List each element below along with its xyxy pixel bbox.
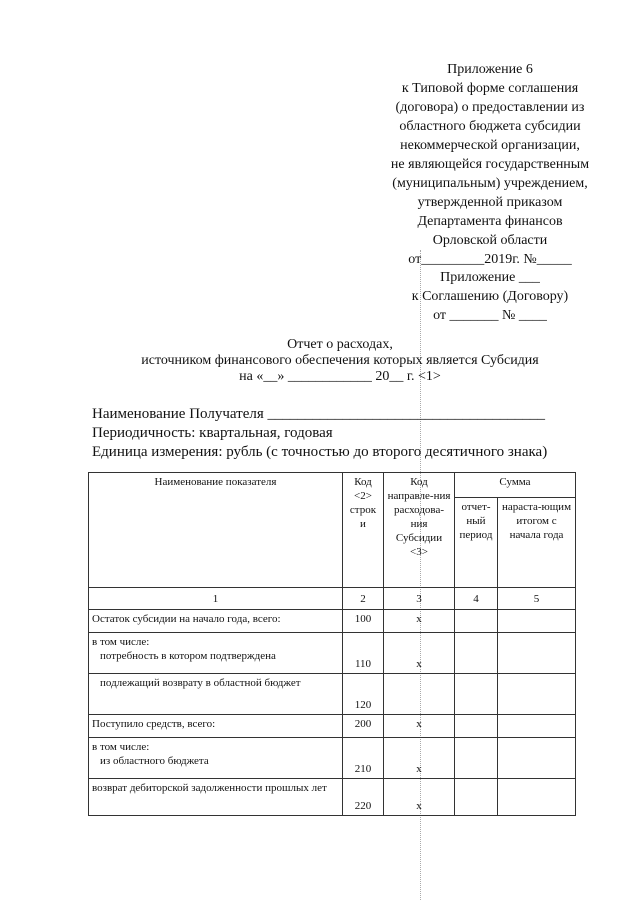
row-reporting-value[interactable] [455, 738, 498, 779]
row-cumulative-value[interactable] [498, 715, 576, 738]
column-numbers-row [89, 588, 576, 610]
report-title-line3: на «__» ____________ 20__ г. <1> [239, 369, 441, 384]
report-title-line1: Отчет о расходах, [287, 337, 393, 352]
appendix-line: Департамента финансов [417, 214, 563, 229]
row-code: 200 [343, 715, 384, 738]
appendix-line: областного бюджета субсидии [399, 119, 581, 134]
row-code: 220 [343, 779, 384, 816]
column-number: 3 [384, 588, 455, 610]
row-direction: x [384, 633, 455, 674]
row-cumulative-value[interactable] [498, 674, 576, 715]
periodicity-line: Периодичность: квартальная, годовая [92, 425, 333, 441]
expense-report-table [88, 472, 576, 816]
header-code: Код <2> строк и [343, 473, 384, 588]
row-cumulative-value[interactable] [498, 610, 576, 633]
row-name: Остаток субсидии на начало года, всего: [89, 610, 343, 633]
row-code: 210 [343, 738, 384, 779]
row-reporting-value[interactable] [455, 715, 498, 738]
appendix2-line: от _______ № ____ [433, 308, 547, 323]
table-row [89, 633, 576, 674]
row-name: Поступило средств, всего: [89, 715, 343, 738]
header-sum: Сумма [455, 473, 576, 498]
row-direction: x [384, 779, 455, 816]
appendix-line: от_________2019г. №_____ [408, 252, 572, 267]
row-code: 100 [343, 610, 384, 633]
appendix-line: (договора) о предоставлении из [395, 100, 585, 115]
appendix2-line: к Соглашению (Договору) [411, 289, 569, 304]
row-name: подлежащий возврату в областной бюджет [89, 674, 343, 715]
appendix-line: утвержденной приказом [417, 195, 563, 210]
row-name: возврат дебиторской задолженности прошлых лет [89, 779, 343, 816]
appendix-line: не являющейся государственным [390, 157, 590, 172]
column-number: 1 [89, 588, 343, 610]
table-row [89, 779, 576, 816]
row-direction: x [384, 715, 455, 738]
table-row [89, 610, 576, 633]
appendix-line: некоммерческой организации, [400, 138, 580, 153]
row-name: в том числе: из областного бюджета [89, 738, 343, 779]
row-name: в том числе: потребность в котором подтверждена [89, 633, 343, 674]
report-title-line2: источником финансового обеспечения которых является Субсидия [141, 353, 539, 368]
row-reporting-value[interactable] [455, 779, 498, 816]
row-cumulative-value[interactable] [498, 738, 576, 779]
row-cumulative-value[interactable] [498, 633, 576, 674]
appendix2-line: Приложение ___ [440, 270, 540, 285]
table-row [89, 738, 576, 779]
row-reporting-value[interactable] [455, 610, 498, 633]
row-direction: x [384, 610, 455, 633]
appendix-header [360, 60, 620, 269]
unit-line: Единица измерения: рубль (с точностью до второго десятичного знака) [92, 444, 548, 460]
column-number: 2 [343, 588, 384, 610]
appendix-line: к Типовой форме соглашения [401, 81, 579, 96]
header-reporting-period: отчет-ный период [455, 498, 498, 588]
row-cumulative-value[interactable] [498, 779, 576, 816]
appendix-line: Приложение 6 [447, 62, 533, 77]
column-number: 4 [455, 588, 498, 610]
row-direction: x [384, 738, 455, 779]
row-direction [384, 674, 455, 715]
row-reporting-value[interactable] [455, 633, 498, 674]
header-name: Наименование показателя [89, 473, 343, 588]
header-cumulative: нараста-ющим итогом с начала года [498, 498, 576, 588]
recipient-name-line: Наименование Получателя _____________________________________ [92, 406, 545, 422]
header-direction: Код направле-ния расходова-ния Субсидии <3> [384, 473, 455, 588]
appendix-line: (муниципальным) учреждением, [392, 176, 588, 191]
table-row [89, 674, 576, 715]
row-reporting-value[interactable] [455, 674, 498, 715]
report-title [110, 337, 570, 385]
appendix-line: Орловской области [432, 233, 548, 248]
row-code: 120 [343, 674, 384, 715]
column-number: 5 [498, 588, 576, 610]
table-row [89, 715, 576, 738]
row-code: 110 [343, 633, 384, 674]
agreement-appendix [380, 268, 600, 325]
report-meta [92, 405, 622, 462]
